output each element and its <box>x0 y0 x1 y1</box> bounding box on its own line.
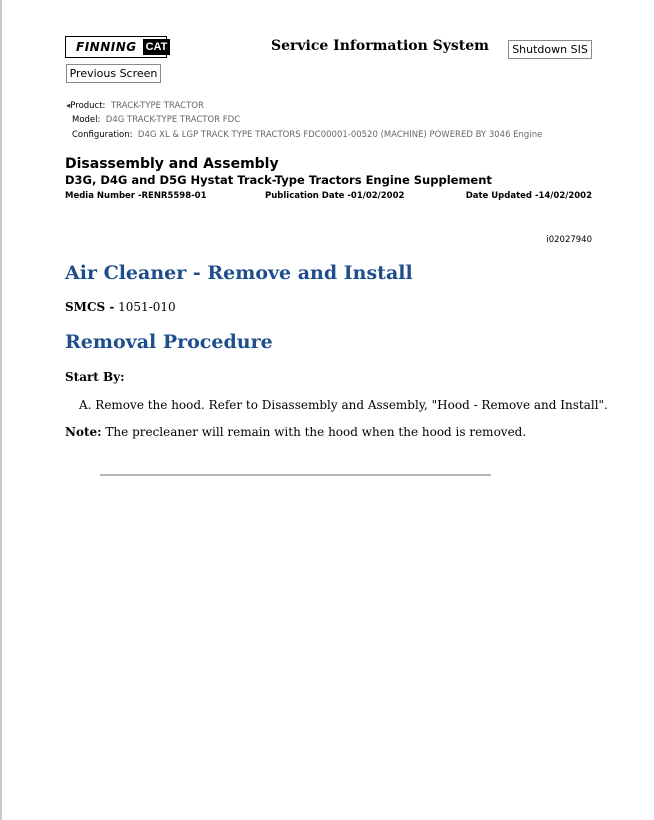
product-value: TRACK-TYPE TRACTOR <box>110 101 204 111</box>
model-line <box>72 115 240 125</box>
product-line <box>66 101 204 111</box>
shutdown-sis-button[interactable]: Shutdown SIS <box>508 40 592 59</box>
smcs-line <box>65 300 176 314</box>
page-title: Service Information System <box>271 38 489 54</box>
page-left-border <box>0 0 2 820</box>
model-label: Model: <box>72 115 101 125</box>
product-label: Product: <box>70 101 106 111</box>
section-heading: Air Cleaner - Remove and Install <box>65 262 413 284</box>
config-label: Configuration: <box>72 130 133 140</box>
note-line <box>65 425 526 439</box>
smcs-label: SMCS - <box>65 300 115 314</box>
note-text: The precleaner will remain with the hood when the hood is removed. <box>105 425 527 439</box>
start-by-label: Start By: <box>65 370 125 384</box>
configuration-line <box>72 130 542 140</box>
previous-screen-button[interactable]: Previous Screen <box>66 64 161 83</box>
model-value: D4G TRACK-TYPE TRACTOR FDC <box>105 115 241 125</box>
document-id: i02027940 <box>546 235 592 245</box>
divider <box>100 474 491 476</box>
note-label: Note: <box>65 425 102 439</box>
logo-text: FINNING <box>76 40 137 54</box>
procedure-heading: Removal Procedure <box>65 331 273 353</box>
document-subtitle: D3G, D4G and D5G Hystat Track-Type Tractors Engine Supplement <box>65 173 492 187</box>
step-a: A. Remove the hood. Refer to Disassembly and Assembly, "Hood - Remove and Install". <box>79 398 608 412</box>
finning-cat-logo <box>65 36 167 58</box>
date-updated: Date Updated -14/02/2002 <box>465 191 592 201</box>
publication-date: Publication Date -01/02/2002 <box>265 191 405 201</box>
back-arrow-icon[interactable]: ◂ <box>66 101 71 111</box>
document-title: Disassembly and Assembly <box>65 156 279 172</box>
media-number: Media Number -RENR5598-01 <box>65 191 207 201</box>
cat-badge: CAT <box>143 39 171 55</box>
smcs-value: 1051-010 <box>118 300 176 314</box>
config-value: D4G XL & LGP TRACK TYPE TRACTORS FDC00001-00520 (MACHINE) POWERED BY 3046 Engine <box>137 130 543 140</box>
